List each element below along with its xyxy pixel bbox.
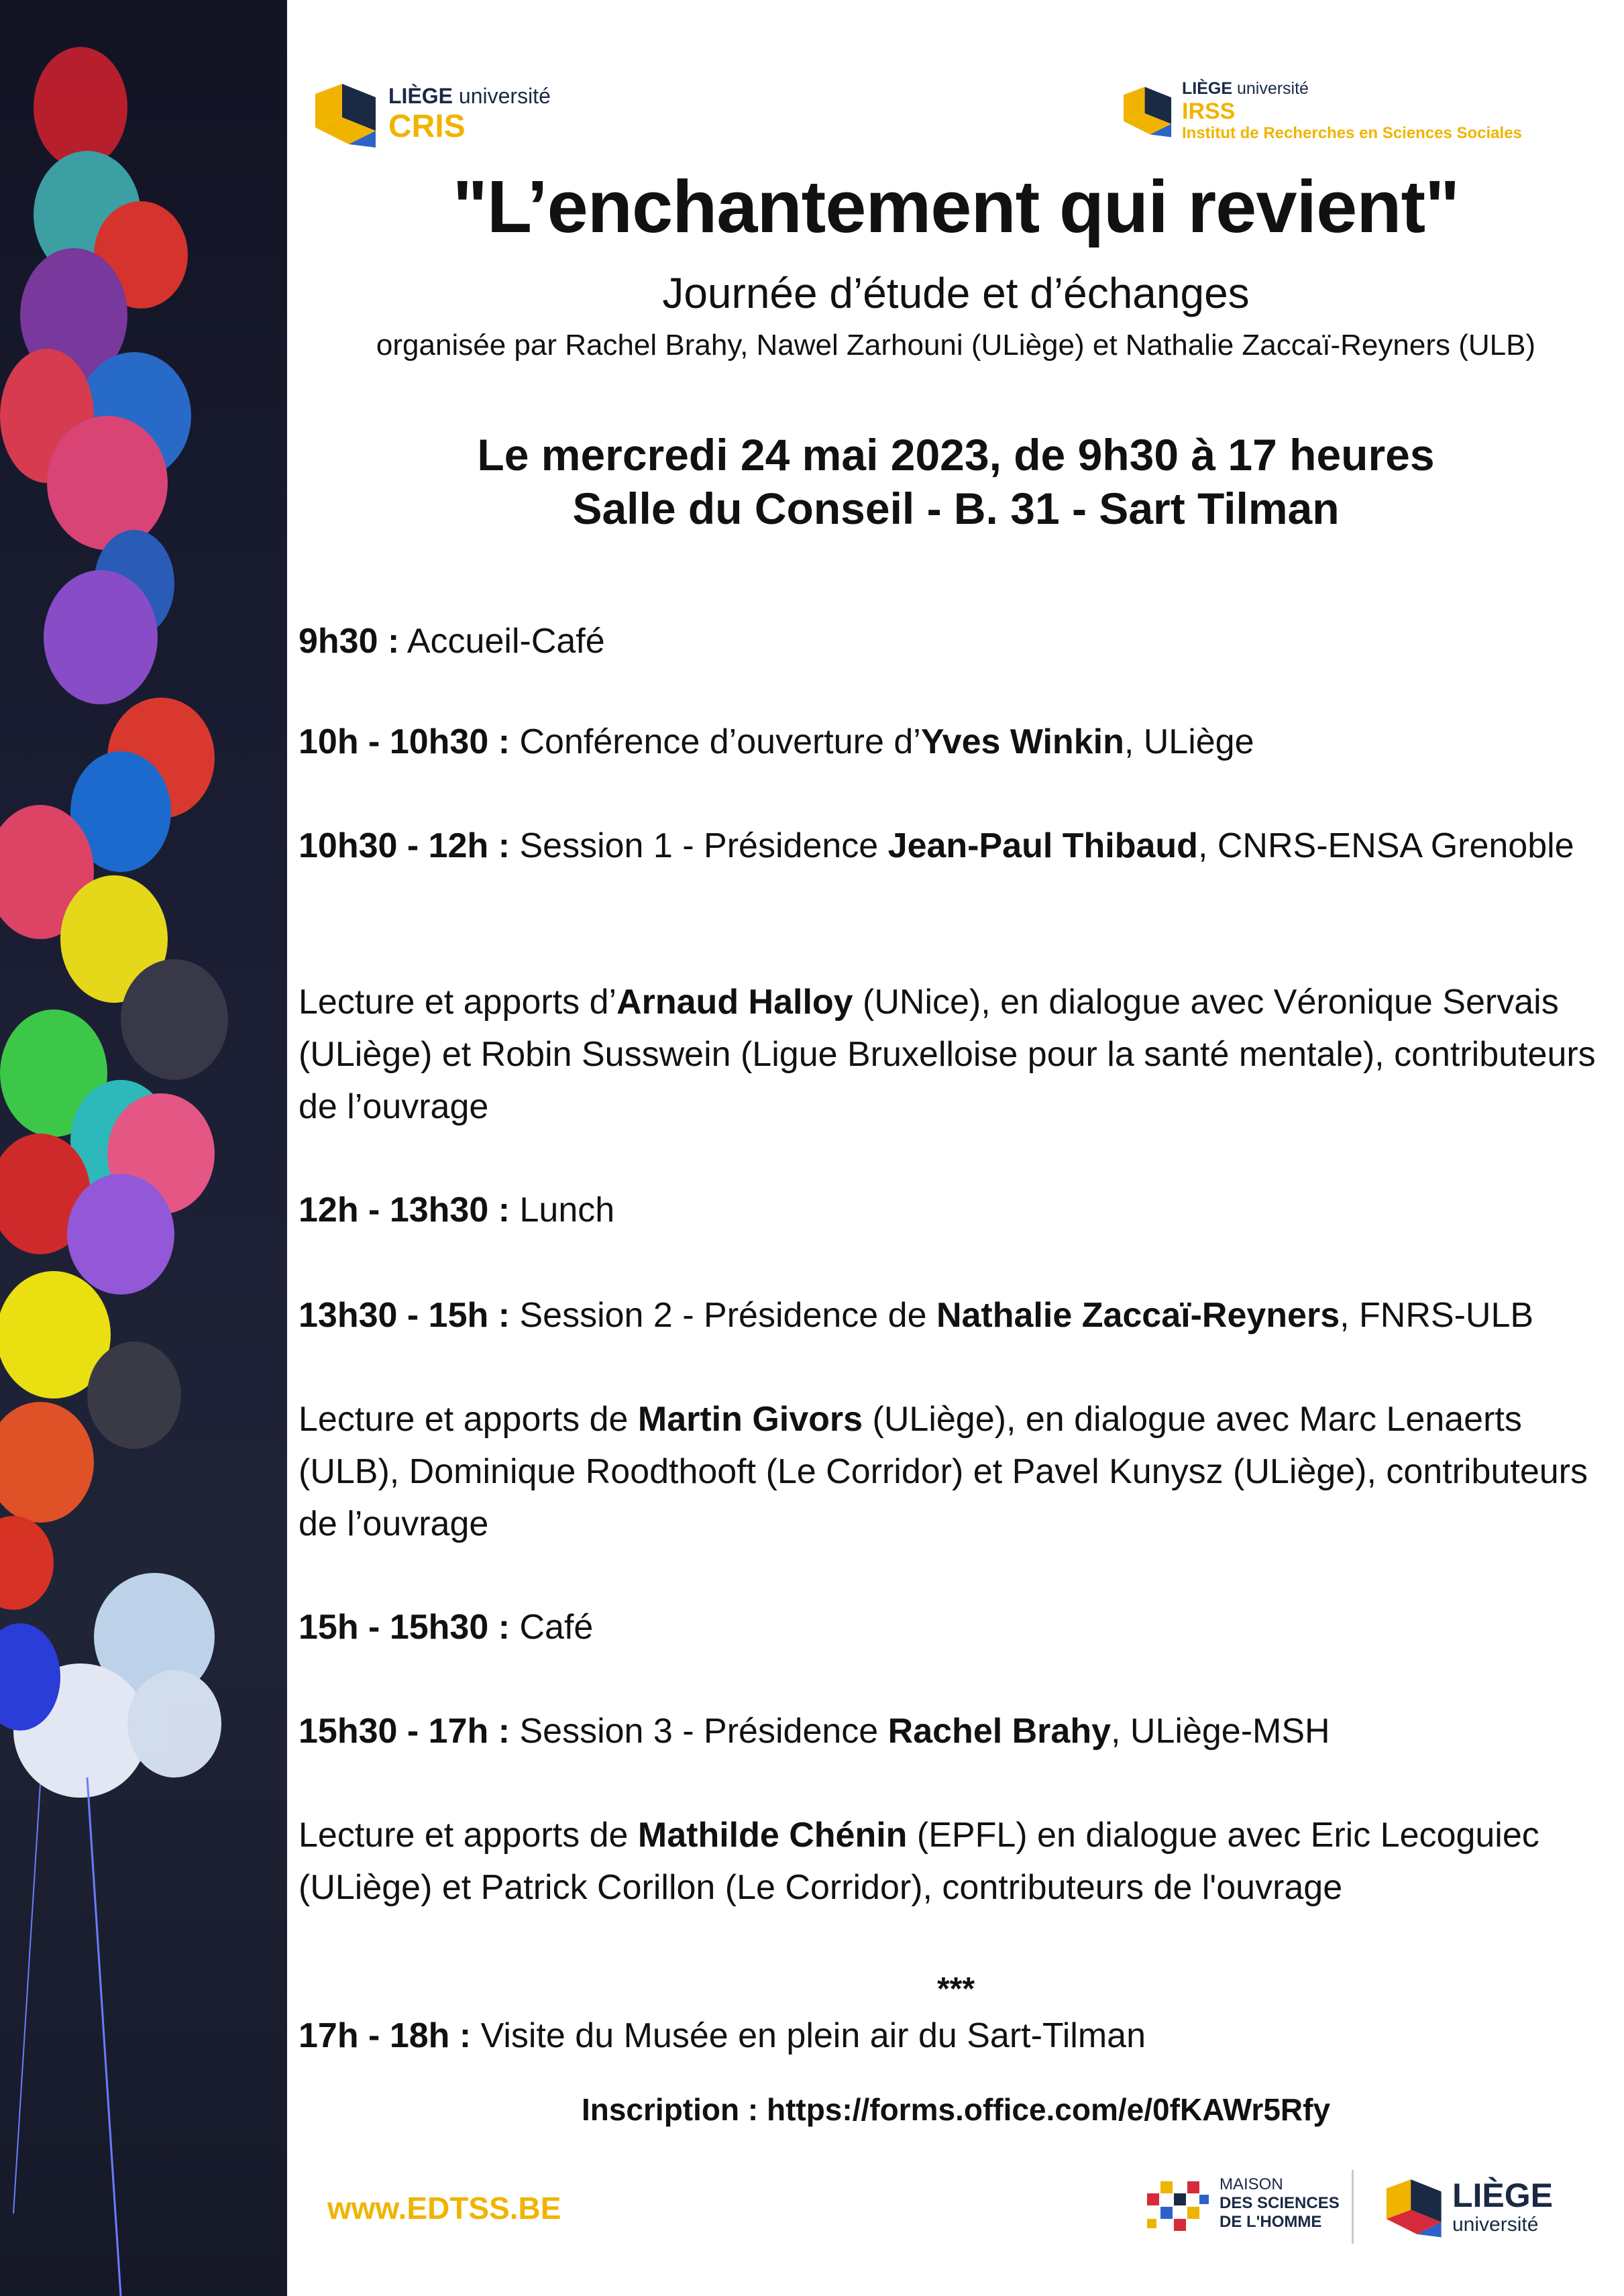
program-text: Session 2 - Présidence de — [510, 1296, 936, 1335]
website-link[interactable]: www.EDTSS.BE — [327, 2191, 561, 2226]
program-item — [299, 1705, 1613, 1757]
program-text: Lecture et apports de — [299, 1400, 638, 1439]
speaker-name: Jean-Paul Thibaud — [887, 826, 1198, 865]
program-time: 10h30 - 12h : — [299, 826, 510, 865]
balloons-photo — [0, 0, 287, 2296]
msh-logo — [1140, 2167, 1340, 2240]
program-text: (EPFL) en dialogue avec Eric Lecoguiec (ULiège) et Patrick Corillon (Le Corridor), contributeurs de l'ouvrage — [299, 1816, 1539, 1907]
event-subtitle: Journée d’étude et d’échanges — [662, 269, 1250, 317]
program-item-closing — [299, 2010, 1613, 2062]
msh-mosaic-icon — [1140, 2167, 1214, 2240]
program-time: 15h30 - 17h : — [299, 1712, 510, 1751]
msh-line2: DES SCIENCES — [1220, 2194, 1340, 2212]
uliege-mark-icon — [315, 77, 379, 151]
uliege-line2: université — [1452, 2213, 1539, 2236]
event-date: Le mercredi 24 mai 2023, de 9h30 à 17 heures — [477, 430, 1435, 480]
speaker-name: Arnaud Halloy — [616, 983, 853, 1022]
program-time: 9h30 : — [299, 622, 400, 661]
uliege-mark-icon — [1124, 80, 1174, 141]
program-item — [299, 976, 1613, 1133]
program-text: Conférence d’ouverture d’ — [510, 722, 921, 761]
event-place: Salle du Conseil - B. 31 - Sart Tilman — [572, 484, 1340, 533]
irss-university-suffix: université — [1236, 78, 1309, 98]
cris-unit-label: CRIS — [388, 108, 466, 144]
program-time: 10h - 10h30 : — [299, 722, 510, 761]
msh-line3: DE L'HOMME — [1220, 2213, 1322, 2231]
uliege-line1: LIÈGE — [1452, 2177, 1554, 2214]
cris-university-label: LIÈGE — [388, 83, 453, 108]
program-item — [299, 1601, 1613, 1653]
program-time: 12h - 13h30 : — [299, 1191, 510, 1229]
program-item — [299, 615, 1613, 667]
speaker-name: Martin Givors — [637, 1400, 863, 1439]
speaker-name: Nathalie Zaccaï-Reyners — [936, 1296, 1340, 1335]
speaker-name: Mathilde Chénin — [637, 1816, 908, 1855]
program-time: 13h30 - 15h : — [299, 1296, 510, 1335]
program-text: Lecture et apports de — [299, 1816, 638, 1855]
event-organisers: organisée par Rachel Brahy, Nawel Zarhouni (ULiège) et Nathalie Zaccaï-Reyners (ULB) — [376, 329, 1536, 362]
program-text: , ULiège — [1124, 722, 1254, 761]
program-text: , FNRS-ULB — [1340, 1296, 1534, 1335]
program-text: Session 3 - Présidence — [510, 1712, 888, 1751]
irss-unit-label: IRSS — [1182, 98, 1236, 124]
speaker-name: Yves Winkin — [920, 722, 1124, 761]
program-time: 17h - 18h : — [299, 2016, 472, 2055]
program-text: (ULiège), en dialogue avec Marc Lenaerts (ULB), Dominique Roodthooft (Le Corridor) et Pavel Kunysz (ULiège), contributeurs de l’ouvrage — [299, 1400, 1588, 1543]
uliege-logo — [1385, 2170, 1553, 2244]
program-text: Session 1 - Présidence — [510, 826, 888, 865]
program-item — [299, 820, 1613, 872]
program-text: Lunch — [510, 1191, 615, 1229]
uliege-mark-icon — [1385, 2173, 1446, 2240]
program-item — [299, 1393, 1613, 1550]
speaker-name: Rachel Brahy — [887, 1712, 1112, 1751]
program-text: , CNRS-ENSA Grenoble — [1197, 826, 1574, 865]
logo-divider — [1352, 2170, 1354, 2244]
event-title: "L’enchantement qui revient" — [452, 166, 1460, 248]
program-text: , ULiège-MSH — [1111, 1712, 1330, 1751]
program-item — [299, 1184, 1613, 1236]
cris-university-suffix: université — [458, 83, 551, 108]
program-item — [299, 716, 1613, 768]
program-text: Café — [510, 1608, 594, 1647]
separator: *** — [936, 1971, 975, 2007]
irss-logo — [1124, 60, 1546, 161]
irss-unit-full: Institut de Recherches en Sciences Sociales — [1182, 123, 1522, 142]
msh-line1: MAISON — [1220, 2175, 1283, 2193]
program-text: Lecture et apports d’ — [299, 983, 617, 1022]
irss-university-label: LIÈGE — [1182, 78, 1233, 98]
program-text: (UNice), en dialogue avec Véronique Servais (ULiège) et Robin Susswein (Ligue Bruxelloise pour la santé mentale), contributeurs de l’ouvrage — [299, 983, 1596, 1126]
program-time: 15h - 15h30 : — [299, 1608, 510, 1647]
program-text: Visite du Musée en plein air du Sart-Tilman — [471, 2016, 1146, 2055]
cris-logo — [315, 64, 590, 164]
program-item — [299, 1809, 1613, 1914]
registration-link[interactable]: Inscription : https://forms.office.com/e/0fKAWr5Rfy — [581, 2092, 1331, 2127]
program-item — [299, 1289, 1613, 1342]
program-text: Accueil-Café — [399, 622, 605, 661]
